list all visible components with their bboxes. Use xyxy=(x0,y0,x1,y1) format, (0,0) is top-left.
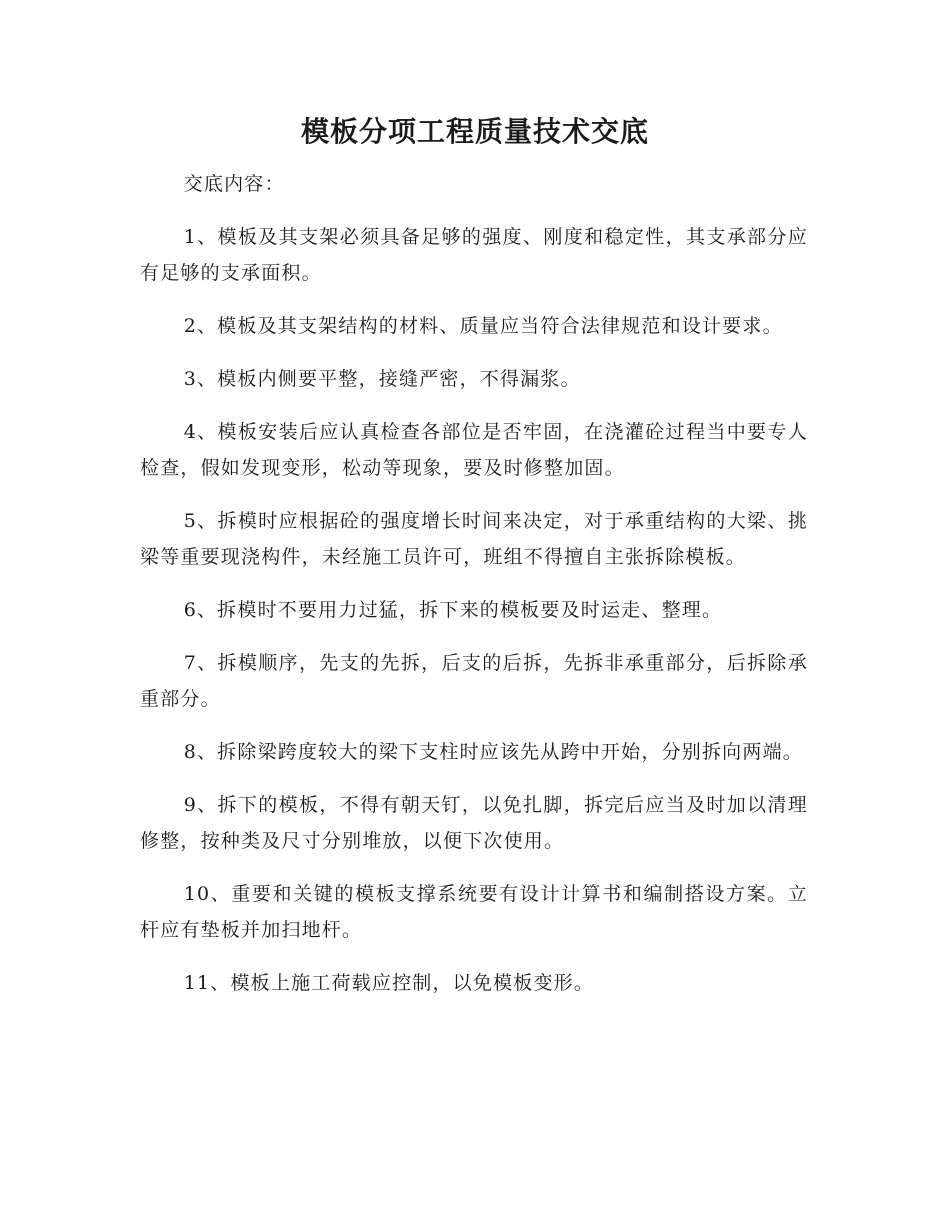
document-title: 模板分项工程质量技术交底 xyxy=(300,115,649,148)
item-paragraph-6: 6、拆模时不要用力过猛，拆下来的模板要及时运走、整理。 xyxy=(183,599,723,621)
item-paragraph-7: 7、拆模顺序，先支的先拆，后支的后拆，先拆非承重部分，后拆除承重部分。 xyxy=(140,652,808,710)
item-paragraph-3: 3、模板内侧要平整，接缝严密，不得漏浆。 xyxy=(183,368,581,390)
item-paragraph-2: 2、模板及其支架结构的材料、质量应当符合法律规范和设计要求。 xyxy=(183,315,783,337)
document-body xyxy=(140,166,808,1018)
item-paragraph-4: 4、模板安装后应认真检查各部位是否牢固，在浇灌砼过程当中要专人检查，假如发现变形，松动等现象，要及时修整加固。 xyxy=(140,421,808,479)
item-paragraph-10: 10、重要和关键的模板支撑系统要有设计计算书和编制搭设方案。立杆应有垫板并加扫地杆。 xyxy=(140,883,808,941)
item-paragraph-8: 8、拆除梁跨度较大的梁下支柱时应该先从跨中开始，分别拆向两端。 xyxy=(183,741,803,763)
item-paragraph-5: 5、拆模时应根据砼的强度增长时间来决定，对于承重结构的大梁、挑梁等重要现浇构件，未经施工员许可，班组不得擅自主张拆除模板。 xyxy=(140,510,808,568)
item-paragraph-9: 9、拆下的模板，不得有朝天钉，以免扎脚，拆完后应当及时加以清理修整，按种类及尺寸分别堆放，以便下次使用。 xyxy=(140,794,808,852)
item-paragraph-1: 1、模板及其支架必须具备足够的强度、刚度和稳定性，其支承部分应有足够的支承面积。 xyxy=(140,226,808,284)
intro-paragraph: 交底内容： xyxy=(183,173,285,195)
item-paragraph-11: 11、模板上施工荷载应控制，以免模板变形。 xyxy=(183,972,595,994)
